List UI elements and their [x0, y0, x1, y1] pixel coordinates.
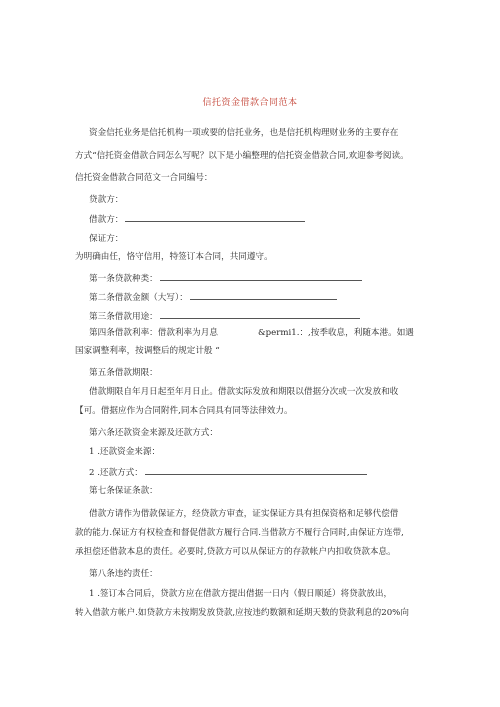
- paragraph-line: 信托资金借款合同范文一合同编号：: [75, 173, 213, 183]
- paragraph-line: 为明确由任，恪守信用，特签订本合同，共同遵守。: [75, 252, 273, 262]
- clause-label: 第一条贷款种类：: [89, 274, 158, 284]
- blank-line: [145, 466, 367, 475]
- paragraph-line: &permi1.：,按季收息，利随本港。如遇: [258, 328, 414, 338]
- paragraph-line: 款的能力.保证方有权检查和督促借款方履行合同.当借款方不履行合同时,由保证方连带,: [75, 528, 404, 538]
- list-item-row: [89, 466, 367, 479]
- paragraph-line: 第四条借款利率：借款利率为月息: [89, 328, 218, 338]
- clause-label: 第五条借款期限：: [89, 368, 158, 378]
- paragraph-line: 借款方请作为借款保证方，经贷款方审查，证实保证方具有担保资格和足够代偿借: [89, 509, 399, 519]
- blank-line: [190, 291, 337, 300]
- paragraph-line: 承担偿还借款本息的责任。必要时,贷款方可以从保证方的存款帐户内扣收贷款本息。: [75, 547, 396, 557]
- clause-row: [89, 291, 337, 304]
- blank-line: [125, 213, 305, 222]
- paragraph-line: 资金信托业务是信托机构一项或要的信托业务，也是信托机构理财业务的主要存在: [89, 128, 399, 138]
- clause-label: 第八条违约责任：: [89, 569, 158, 579]
- list-item: 1 .还款资金来源：: [89, 447, 161, 457]
- clause-label: 第七条保证条款：: [89, 486, 158, 496]
- clause-row: [89, 272, 362, 285]
- list-item: 2 .还款方式：: [89, 468, 143, 478]
- paragraph-line: 借款期限自年月日起至年月日止。借款实际发放和期限以借据分次或一次发放和收: [89, 387, 399, 397]
- clause-row: [89, 310, 360, 323]
- paragraph-line: 【可。借据应作为合同附件,同本合同具有同等法律效力。: [75, 406, 293, 416]
- borrower-row: [89, 213, 305, 226]
- blank-line: [160, 272, 362, 281]
- paragraph-line: 国家调整利率，按调整后的规定计般 “: [75, 346, 220, 356]
- paragraph-line: 转入借款方帐户.如贷款方未按期发放贷款,应按违约数额和延期天数的贷款利息的20%向: [75, 608, 409, 618]
- guarantor-label: 保证方：: [89, 234, 124, 244]
- paragraph-line: 1 .签订本合同后，贷款方应在借款方提出借据一日内（假日顺延）将贷款放出，: [89, 589, 393, 599]
- blank-line: [160, 310, 360, 319]
- borrower-label: 借款方：: [89, 215, 124, 225]
- clause-label: 第六条还款资金来源及还款方式：: [89, 428, 218, 438]
- clause-label: 第三条借款用途：: [89, 312, 158, 322]
- clause-label: 第二条借款金额（大写）：: [89, 293, 188, 303]
- document-title: 信托资金借款合同范本: [202, 98, 298, 108]
- lender-label: 贷款方：: [89, 195, 124, 205]
- paragraph-line: 方式“信托资金借款合同怎么写呢？以下是小编整理的信托资金借款合同,欢迎参考阅读。: [75, 151, 409, 161]
